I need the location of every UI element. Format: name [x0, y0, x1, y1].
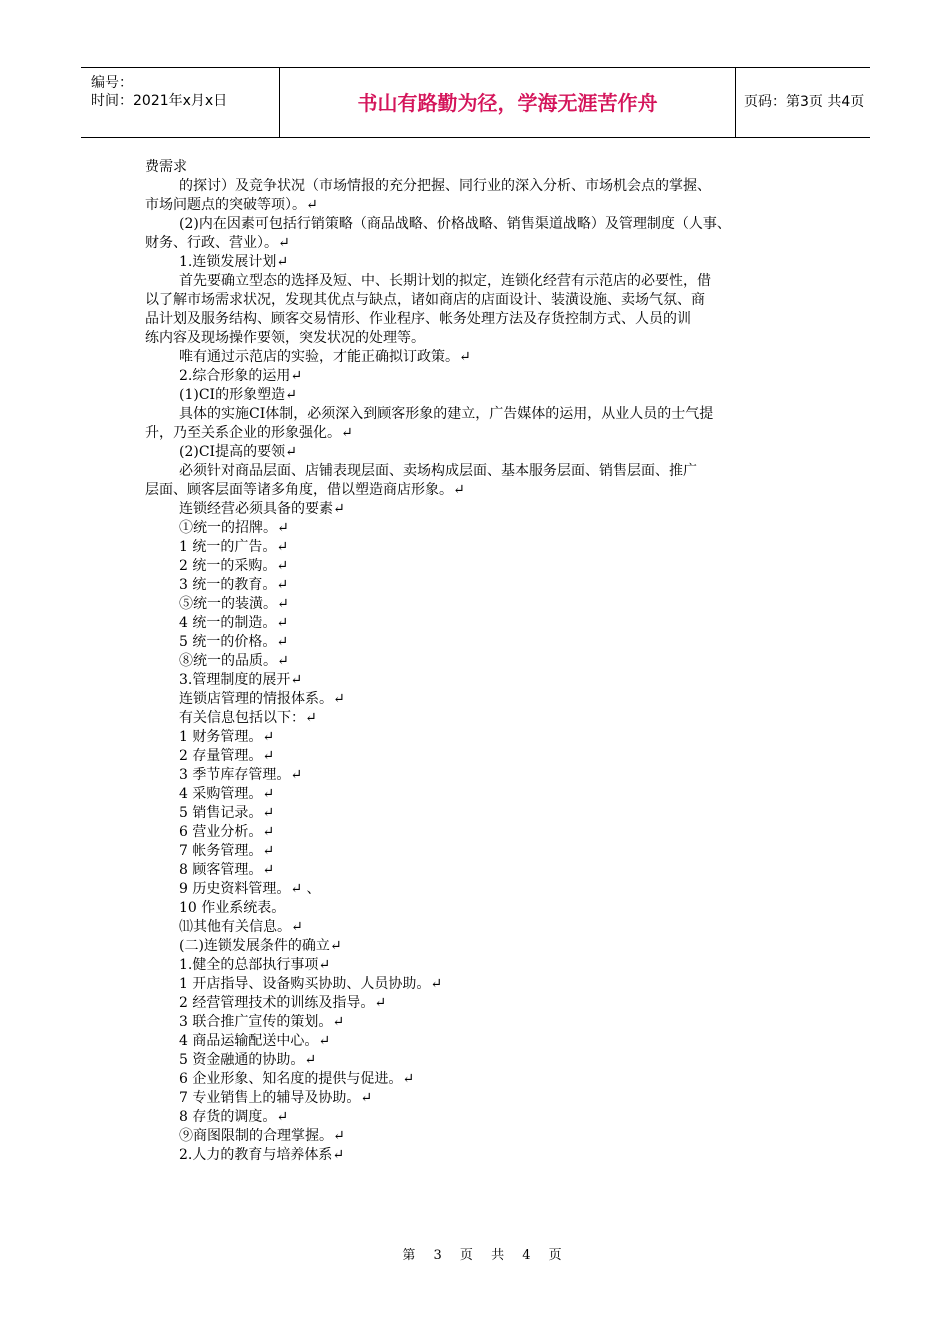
body-line: 7 帐务管理。↵	[179, 843, 275, 859]
footer-text: 页	[548, 1248, 562, 1263]
body-line: (2)内在因素可包括行销策略（商品战略、价格战略、销售渠道战略）及管理制度（人事、	[179, 216, 731, 232]
body-line: 1 统一的广告。↵	[179, 539, 289, 555]
footer-text: 页	[459, 1248, 473, 1263]
footer-text: 第	[402, 1248, 416, 1263]
body-line: 连锁经营必须具备的要素↵	[179, 501, 345, 517]
body-line: 2 统一的采购。↵	[179, 558, 289, 574]
footer-text: 共	[491, 1248, 505, 1263]
body-line: 连锁店管理的情报体系。↵	[179, 691, 345, 707]
body-line: 8 存货的调度。↵	[179, 1109, 289, 1125]
document-body	[145, 158, 815, 1165]
header-motto-cell	[280, 68, 736, 137]
body-line: 6 企业形象、知名度的提供与促进。↵	[179, 1071, 415, 1087]
header-page-cell	[736, 68, 870, 137]
body-line: ⑧统一的品质。↵	[179, 653, 289, 669]
body-line: 1 开店指导、设备购买协助、人员协助。↵	[179, 976, 443, 992]
body-line: 唯有通过示范店的实验，才能正确拟订政策。↵	[179, 349, 471, 365]
body-line: 10 作业系统表。	[179, 900, 286, 916]
body-line: 3 统一的教育。↵	[179, 577, 289, 593]
body-line: 财务、行政、营业）。↵	[145, 235, 290, 251]
body-line: 3.管理制度的展开↵	[179, 672, 303, 688]
body-line: ⑤统一的装潢。↵	[179, 596, 289, 612]
body-line: 首先要确立型态的选择及短、中、长期计划的拟定，连锁化经营有示范店的必要性，借	[179, 273, 711, 289]
body-line: 6 营业分析。↵	[179, 824, 275, 840]
body-line: 7 专业销售上的辅导及协助。↵	[179, 1090, 373, 1106]
page-number-label: 页码：第3页 共4页	[744, 94, 865, 110]
body-line: 练内容及现场操作要领，突发状况的处理等。	[145, 330, 425, 346]
body-line: 2.人力的教育与培养体系↵	[179, 1147, 345, 1163]
body-line: 4 统一的制造。↵	[179, 615, 289, 631]
body-line: 3 季节库存管理。↵	[179, 767, 303, 783]
body-line: 具体的实施CI体制，必须深入到顾客形象的建立，广告媒体的运用，从业人员的士气提	[179, 406, 714, 422]
body-line: (2)CI提高的要领↵	[179, 444, 297, 460]
body-line: 层面、顾客层面等诸多角度，借以塑造商店形象。↵	[145, 482, 465, 498]
body-line: ⑾其他有关信息。↵	[179, 919, 303, 935]
page-header	[81, 67, 870, 138]
body-line: 费需求	[145, 159, 187, 175]
body-line: ⑨商图限制的合理掌握。↵	[179, 1128, 345, 1144]
body-line: 2.综合形象的运用↵	[179, 368, 303, 384]
body-line: 以了解市场需求状况，发现其优点与缺点，诸如商店的店面设计、装潢设施、卖场气氛、商	[145, 292, 705, 308]
body-line: 必须针对商品层面、店铺表现层面、卖场构成层面、基本服务层面、销售层面、推广	[179, 463, 697, 479]
body-line: 1.连锁发展计划↵	[179, 254, 289, 270]
body-line: ①统一的招牌。↵	[179, 520, 289, 536]
document-time-label: 时间：2021年x月x日	[91, 93, 228, 109]
body-line: 5 销售记录。↵	[179, 805, 275, 821]
body-line: 升，乃至关系企业的形象强化。↵	[145, 425, 353, 441]
page-footer	[0, 1248, 950, 1264]
document-number-label: 编号：	[91, 75, 133, 91]
footer-total-pages: 4	[522, 1248, 531, 1263]
body-line: 有关信息包括以下：↵	[179, 710, 317, 726]
body-line: 5 资金融通的协助。↵	[179, 1052, 317, 1068]
body-line: 4 商品运输配送中心。↵	[179, 1033, 331, 1049]
body-line: 1.健全的总部执行事项↵	[179, 957, 331, 973]
motto-text: 书山有路勤为径，学海无涯苦作舟	[357, 91, 658, 115]
body-line: 5 统一的价格。↵	[179, 634, 289, 650]
body-line: (二)连锁发展条件的确立↵	[179, 938, 342, 954]
footer-current-page: 3	[433, 1248, 442, 1263]
body-line: 4 采购管理。↵	[179, 786, 275, 802]
body-line: 8 顾客管理。↵	[179, 862, 275, 878]
body-line: 市场问题点的突破等项）。↵	[145, 197, 318, 213]
body-line: 2 经营管理技术的训练及指导。↵	[179, 995, 387, 1011]
body-line: (1)CI的形象塑造↵	[179, 387, 297, 403]
body-line: 品计划及服务结构、顾客交易情形、作业程序、帐务处理方法及存货控制方式、人员的训	[145, 311, 691, 327]
body-line: 的探讨）及竞争状况（市场情报的充分把握、同行业的深入分析、市场机会点的掌握、	[179, 178, 711, 194]
body-line: 2 存量管理。↵	[179, 748, 275, 764]
body-line: 9 历史资料管理。↵ 、	[179, 881, 321, 897]
header-left-cell	[81, 68, 280, 137]
body-line: 1 财务管理。↵	[179, 729, 275, 745]
body-line: 3 联合推广宣传的策划。↵	[179, 1014, 345, 1030]
